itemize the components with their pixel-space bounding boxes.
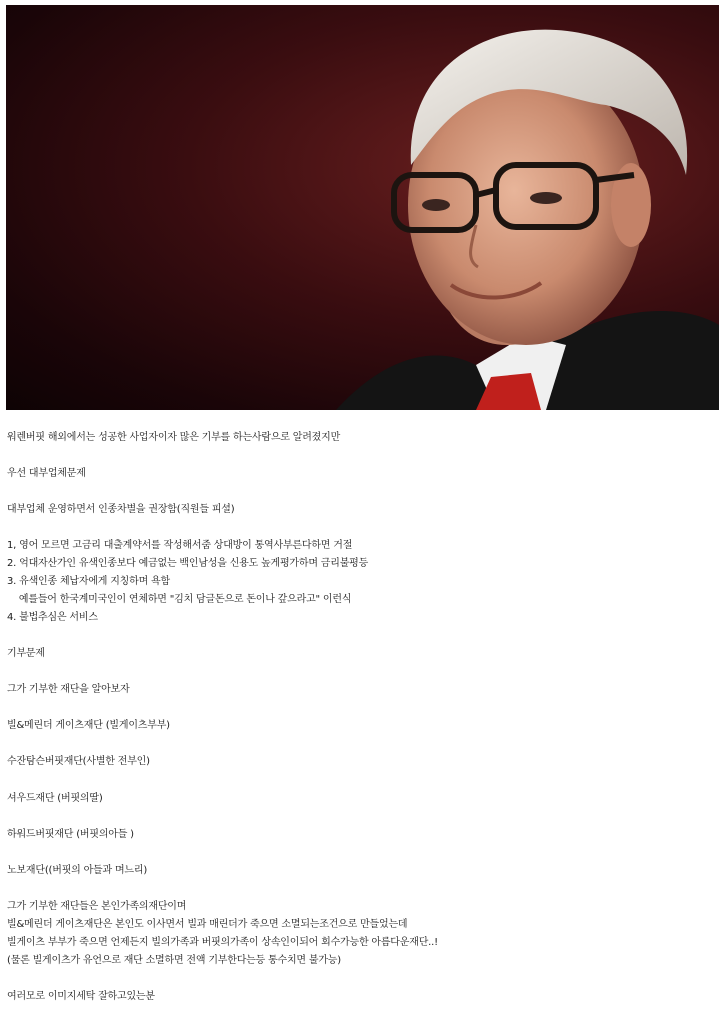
paragraph-conclusion-1: 그가 기부한 재단들은 본인가족의재단이며 — [7, 901, 187, 912]
list-item-3-example: 예를들어 한국계미국인이 연체하면 "김치 담글돈으로 돈이나 갚으라고" 이런식 — [7, 594, 352, 605]
foundation-susan-thompson: 수잔탐슨버핏재단(사별한 전부인) — [7, 756, 150, 767]
paragraph-final: 여러모로 이미지세탁 잘하고있는분 — [7, 991, 155, 1002]
heading-loan-issue: 우선 대부업체문제 — [7, 468, 86, 479]
foundation-sherwood: 셔우드재단 (버핏의딸) — [7, 793, 103, 804]
list-item-2: 2. 억대자산가인 유색인종보다 예금없는 백인남성을 신용도 높게평가하며 금리불평등 — [7, 558, 369, 569]
foundation-howard: 하워드버핏재단 (버핏의아들 ) — [7, 829, 134, 840]
portrait-photo — [6, 5, 719, 410]
heading-donation-issue: 기부문제 — [7, 648, 45, 659]
paragraph-conclusion-3: 빌게이츠 부부가 죽으면 언제든지 빌의가족과 버핏의가족이 상속인이되어 회수가능한 아름다운재단..! — [7, 937, 438, 948]
paragraph-conclusion-4: (물론 빌게이츠가 유언으로 재단 소멸하면 전액 기부한다는등 통수치면 불가능) — [7, 955, 341, 966]
foundation-gates: 빌&메린더 게이츠재단 (빌게이츠부부) — [7, 720, 170, 731]
paragraph-intro: 워렌버핏 해외에서는 성공한 사업자이자 많은 기부를 하는사람으로 알려졌지만 — [7, 432, 341, 443]
list-item-3: 3. 유색인종 체납자에게 지칭하며 욕함 — [7, 576, 170, 587]
paragraph-foundations-intro: 그가 기부한 재단을 알아보자 — [7, 684, 130, 695]
list-item-4: 4. 불법추심은 서비스 — [7, 612, 98, 623]
list-item-1: 1, 영어 모르면 고금리 대출계약서를 작성해서줌 상대방이 통역사부른다하면 거절 — [7, 540, 353, 551]
paragraph-discrimination: 대부업체 운영하면서 인종차별을 권장함(직원들 피셜) — [7, 504, 235, 515]
paragraph-conclusion-2: 빌&메린더 게이츠재단은 본인도 이사면서 빌과 매린더가 죽으면 소멸되는조건으로 만들었는데 — [7, 919, 408, 930]
foundation-novo: 노보재단((버핏의 아들과 며느리) — [7, 865, 148, 876]
